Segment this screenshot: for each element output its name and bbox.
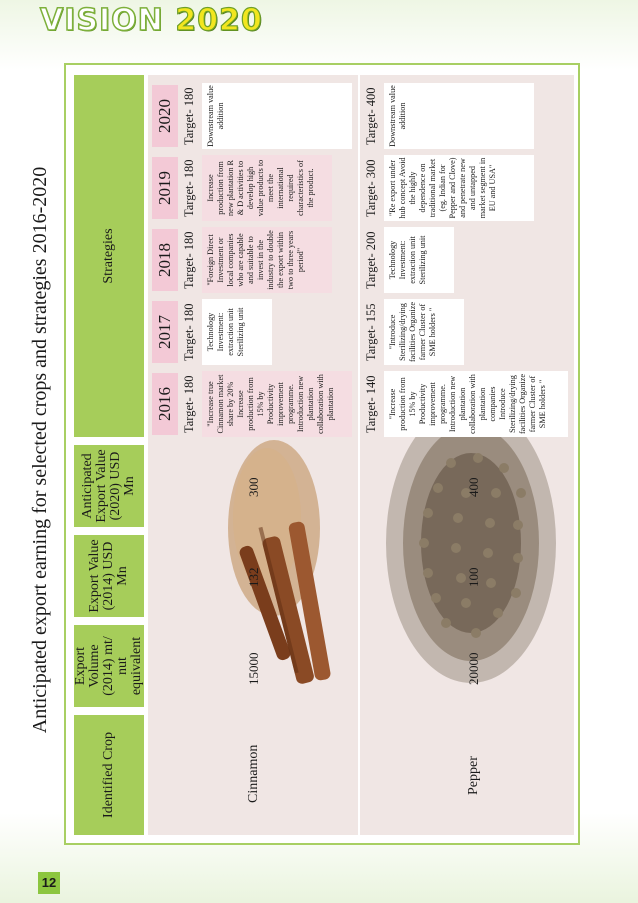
rotated-table-page: [20, 55, 580, 845]
pepper-target-2016: Target- 140: [364, 375, 378, 433]
pepper-anticipated-value: 400: [466, 477, 481, 497]
pepper-illustration: [366, 393, 571, 693]
cinnamon-target-2017: Target- 180: [182, 303, 196, 361]
year-2019: 2019: [152, 157, 178, 219]
cinnamon-export-value: 132: [246, 567, 261, 587]
pepper-target-2017: Target- 155: [364, 303, 378, 361]
cinnamon-strategy-2020: Downstream value addition: [202, 83, 352, 149]
pepper-target-2020: Target- 400: [364, 87, 378, 145]
year-2018: 2018: [152, 229, 178, 291]
crop-name-pepper: Pepper: [466, 756, 481, 795]
cinnamon-strategy-2016: "Increase true Cinnamon market share by 20% Increase production from 15% by Productivity improvement programme. Introduction new plantation collaboration with plantation: [202, 371, 352, 437]
cinnamon-strategy-2019: Increase production from new plantation R & D activities to develop high value products to meet the international required characteristics of the product.: [202, 155, 332, 221]
pepper-export-volume: 20000: [466, 652, 481, 685]
export-table: [64, 63, 580, 845]
header-anticipated-value: Anticipated Export Value (2020) USD Mn: [74, 445, 144, 527]
cinnamon-strategy-2017: Technology Investment: extraction unit Sterilizing unit: [202, 299, 272, 365]
cinnamon-target-2020: Target- 180: [182, 87, 196, 145]
header-export-value: Export Value (2014) USD Mn: [74, 535, 144, 617]
header-identified-crop: Identified Crop: [74, 715, 144, 835]
crop-name-cinnamon: Cinnamon: [246, 744, 261, 803]
pepper-target-2019: Target- 300: [364, 159, 378, 217]
pepper-strategy-2016: "Increase production from 15% by Productivity improvement programme. Introduction new plantation collaboration with plantation companies Introduce Sterilizing/drying facilities Organize farmer Cluster of SME holders ": [384, 371, 568, 437]
pepper-strategy-2020: Downstream value addition: [384, 83, 534, 149]
brand-logo: [40, 2, 263, 40]
year-2016: 2016: [152, 373, 178, 435]
pepper-strategy-2018: Technology Investment: extraction unit Sterilizing unit: [384, 227, 454, 293]
cinnamon-strategy-2018: "Foreign Direct Investment or local companies who are capable and suitable to invest in the industry to double the export within two to three years period": [202, 227, 332, 293]
row-divider: [358, 75, 360, 835]
brand-word-vision: VISION: [40, 3, 164, 38]
pepper-strategy-2017: "Introduce Sterilizing/drying facilities Organize farmer Cluster of SME holders ": [384, 299, 464, 365]
pepper-target-2018: Target- 200: [364, 231, 378, 289]
brand-word-year: 2020: [175, 3, 263, 38]
header-export-volume: Export Volume (2014) mt/ nut equivalent: [74, 625, 144, 707]
cinnamon-anticipated-value: 300: [246, 477, 261, 497]
cinnamon-target-2018: Target- 180: [182, 231, 196, 289]
cinnamon-export-volume: 15000: [246, 652, 261, 685]
pepper-export-value: 100: [466, 567, 481, 587]
year-2017: 2017: [152, 301, 178, 363]
pepper-strategy-2019: "Re export under hub concept Avoid the highly dependence on traditional market (eg. Indian for Pepper and Clove) and penetrate new and untapped market segment in EU and USA": [384, 155, 534, 221]
year-2020: 2020: [152, 85, 178, 147]
cinnamon-target-2016: Target- 180: [182, 375, 196, 433]
header-strategies: Strategies: [74, 75, 144, 437]
page-title: Anticipated export earning for selected crops and strategies 2016-2020: [29, 166, 51, 734]
page-number: 12: [38, 872, 60, 894]
cinnamon-target-2019: Target- 180: [182, 159, 196, 217]
